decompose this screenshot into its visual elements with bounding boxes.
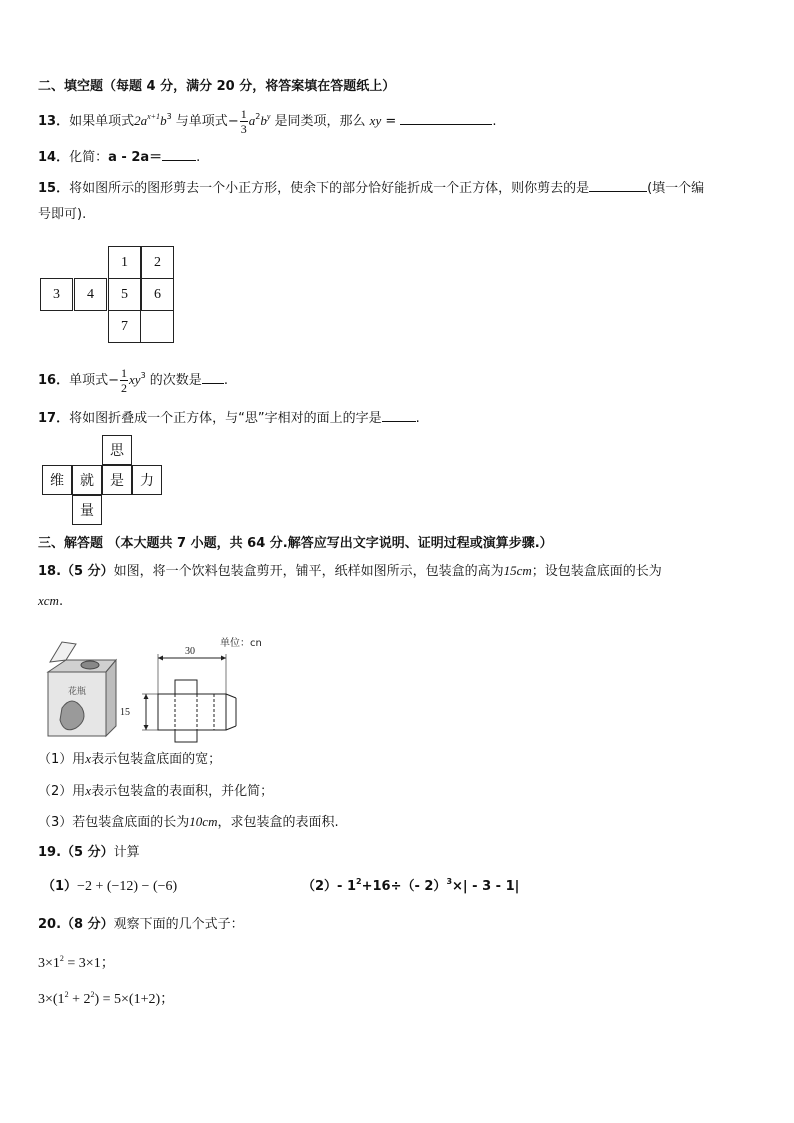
q18-part1-var: x — [85, 751, 92, 766]
q13-coef: 2 — [134, 113, 141, 128]
q16-minus: − — [108, 373, 120, 388]
question-20 — [38, 916, 244, 934]
q20-text: 观察下面的几个式子： — [113, 917, 244, 932]
q17-text: 将如图折叠成一个正方体，与“思”字相对的面上的字是 — [69, 411, 382, 426]
q18-score: （5 分） — [61, 564, 114, 579]
question-16 — [38, 366, 228, 395]
q18-part2-var: x — [85, 783, 92, 798]
question-15 — [38, 177, 704, 198]
q14-end: . — [196, 150, 201, 165]
q18-text: 如图，将一个饮料包装盒剪开，铺平，纸样如图所示，包装盒的高为 — [113, 564, 504, 579]
q16-number: 16． — [38, 373, 70, 388]
q20-formula-2 — [38, 990, 174, 1009]
q18-number: 18. — [38, 564, 62, 579]
q16-fraction — [120, 366, 128, 395]
q13-exp-a2: 2 — [255, 112, 261, 121]
q20-f1-b: = 3×1 — [63, 956, 101, 971]
q13-fraction — [240, 107, 248, 136]
q18-height: 15cm — [503, 563, 532, 578]
q18-figure — [40, 632, 280, 744]
q19-p2-exp2: 3 — [446, 877, 453, 886]
q19-p2-label: （2） — [302, 879, 338, 894]
q19-p2-c: ×| - 3 - 1| — [452, 879, 520, 894]
q16-var: xy — [129, 372, 141, 387]
q13-frac-den: 3 — [240, 122, 247, 136]
question-13 — [38, 107, 497, 136]
q17-answer-blank[interactable] — [382, 407, 416, 422]
q15-text: 将如图所示的图形剪去一个小正方形，使余下的部分恰好能折成一个正方体，则你剪去的是 — [69, 181, 590, 196]
q19-number: 19. — [38, 845, 62, 860]
q13-frac-num: 1 — [240, 107, 247, 121]
q20-f2-b: + 2 — [68, 992, 91, 1007]
q13-var-a2: a — [248, 113, 256, 128]
q20-f2-exp1: 2 — [64, 990, 69, 999]
q20-f2-end: ； — [160, 991, 175, 1007]
q20-f1-a: 3×1 — [38, 956, 60, 971]
q15-line2: 号即可). — [38, 207, 87, 222]
net-bottom-flap — [175, 730, 197, 742]
box-label: 花瓶 — [68, 687, 87, 697]
q16-text1: 单项式 — [69, 373, 109, 388]
q18-part2-post: 表示包装盒的表面积，并化简； — [91, 784, 274, 799]
net-char-liang: 量 — [72, 495, 102, 525]
q17-end: . — [415, 411, 420, 426]
q13-number: 13． — [38, 114, 70, 129]
net-char-si: 思 — [102, 435, 132, 465]
q20-f2-c: ) = 5×(1+2) — [94, 992, 161, 1007]
q14-expr: a - 2a＝ — [108, 150, 163, 165]
q14-text: 化简： — [69, 150, 109, 165]
q18-part2-label: （2） — [38, 784, 73, 799]
q16-end: . — [223, 373, 228, 388]
q18-line2 — [38, 592, 63, 611]
q18-text2: ；设包装盒底面的长为 — [531, 564, 662, 579]
q18-part1-label: （1） — [38, 752, 73, 767]
q18-part-2 — [38, 782, 273, 801]
q19-p2-a: - 1 — [337, 879, 357, 894]
q13-text3: 是同类项，那么 — [274, 114, 366, 129]
section-heading-solve: 三、解答题 （本大题共 7 小题，共 64 分.解答应写出文字说明、证明过程或演算步骤.） — [38, 536, 553, 551]
net-cell-2: 2 — [141, 246, 174, 279]
q14-number: 14． — [38, 150, 70, 165]
q17-number: 17． — [38, 411, 70, 426]
q18-part2-pre: 用 — [72, 784, 86, 799]
q19-part-1 — [42, 878, 177, 896]
q19-score: （5 分） — [61, 845, 114, 860]
net-char-wei: 维 — [42, 465, 72, 495]
q13-xy: xy — [369, 113, 382, 128]
net-cell-3: 3 — [40, 278, 73, 311]
q19-p1-label: （1） — [42, 879, 78, 894]
q13-exp-b2: y — [266, 112, 271, 121]
dimension-15: 15 — [120, 707, 130, 718]
q13-var-a: a — [140, 113, 148, 128]
q19-p2-exp1: 2 — [356, 877, 362, 886]
q13-exp-b: 3 — [166, 112, 172, 121]
net-char-li: 力 — [132, 465, 162, 495]
q16-exp: 3 — [140, 371, 146, 380]
q13-eq: = — [385, 114, 397, 129]
q13-end: . — [492, 114, 497, 129]
q20-f2-exp2: 2 — [90, 990, 95, 999]
q18-part-3 — [38, 813, 339, 832]
net-char-shi: 是 — [102, 465, 132, 495]
net-cell-7: 7 — [108, 310, 141, 343]
q18-line2-end: . — [58, 594, 64, 609]
question-14 — [38, 146, 200, 167]
net-body — [158, 694, 226, 730]
q16-text2: 的次数是 — [149, 373, 202, 388]
question-18 — [38, 562, 662, 581]
q20-score: （8 分） — [61, 917, 114, 932]
q16-frac-den: 2 — [121, 381, 128, 395]
q18-part1-post: 表示包装盒底面的宽； — [91, 752, 222, 767]
q18-part1-pre: 用 — [72, 752, 86, 767]
net-cell-4: 4 — [74, 278, 107, 311]
net-cell-5: 5 — [108, 278, 141, 311]
question-19 — [38, 844, 140, 862]
q19-part-2 — [302, 878, 519, 896]
q15-number: 15． — [38, 181, 70, 196]
q16-frac-num: 1 — [121, 366, 128, 380]
q15-tail: (填一个编 — [647, 181, 705, 196]
q13-var-b: b — [160, 113, 167, 128]
q16-answer-blank[interactable] — [202, 369, 224, 384]
net-char-jiu: 就 — [72, 465, 102, 495]
q18-part3-label: （3） — [38, 815, 73, 830]
net-top-flap — [175, 680, 197, 694]
q20-f1-end: ； — [100, 955, 115, 971]
q13-text2: 与单项式 — [175, 114, 228, 129]
net-cell-1: 1 — [108, 246, 141, 279]
q20-f2-a: 3×(1 — [38, 992, 65, 1007]
q18-part3-post: ，求包装盒的表面积. — [217, 815, 339, 830]
question-17 — [38, 407, 420, 428]
section-heading-fill-blank: 二、填空题（每题 4 分，满分 20 分，将答案填在答题纸上） — [38, 79, 396, 94]
drink-box-illustration — [48, 642, 116, 736]
unit-label: 单位：cn — [220, 638, 262, 649]
q18-xcm: xcm — [38, 593, 59, 608]
q20-formula-1 — [38, 954, 115, 973]
dimension-30: 30 — [185, 646, 195, 657]
net-cell-empty — [141, 310, 174, 343]
q13-exp-a: x+1 — [147, 112, 161, 121]
q18-part-1 — [38, 750, 221, 769]
q15-answer-blank[interactable] — [589, 177, 647, 192]
q19-text: 计算 — [113, 845, 140, 860]
q13-answer-blank[interactable] — [400, 110, 492, 125]
q18-part3-pre: 若包装盒底面的长为 — [72, 815, 190, 830]
q14-answer-blank[interactable] — [162, 146, 196, 161]
q13-text1: 如果单项式 — [69, 114, 135, 129]
net-cell-6: 6 — [141, 278, 174, 311]
q20-f1-exp: 2 — [59, 954, 64, 963]
q13-minus: − — [227, 114, 239, 129]
q19-p1-expr: −2 + (−12) − (−6) — [77, 879, 178, 894]
q19-p2-b: +16÷（- 2） — [361, 879, 447, 894]
q18-part3-var: 10cm — [189, 814, 218, 829]
q20-number: 20. — [38, 917, 62, 932]
q13-var-b2: b — [260, 113, 267, 128]
